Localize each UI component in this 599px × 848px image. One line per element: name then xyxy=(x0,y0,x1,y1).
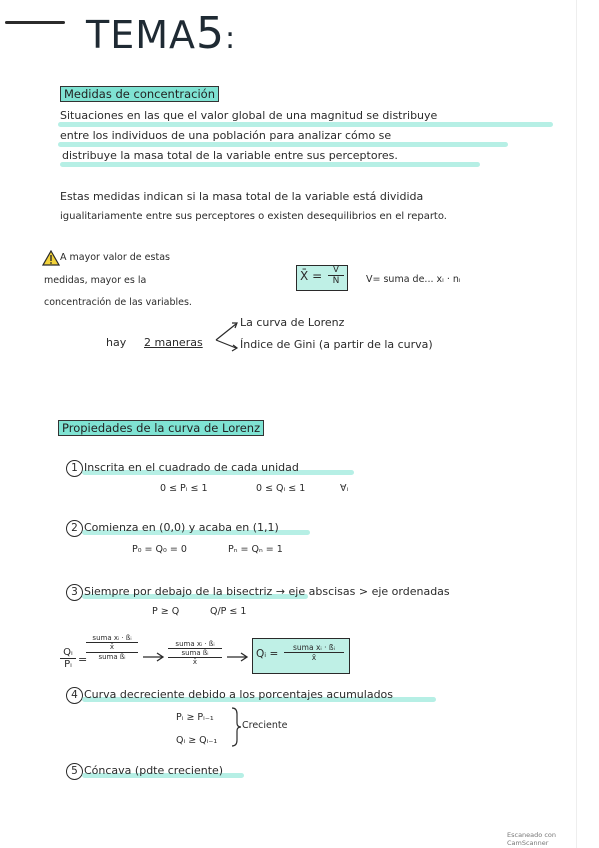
arrow-icon xyxy=(142,652,166,662)
way-1: La curva de Lorenz xyxy=(240,316,345,329)
section1-para2-line-2: igualitariamente entre sus perceptores o existen desequilibrios en el reparto. xyxy=(60,211,447,222)
item-2-number: 2 xyxy=(66,520,83,537)
item-3-sub-1: P ≥ Q xyxy=(152,606,180,617)
brace-icon xyxy=(230,706,242,748)
title-number: 5 xyxy=(196,8,226,59)
warning-line-1: A mayor valor de estas xyxy=(60,252,170,263)
highlight-line xyxy=(58,142,508,147)
page-title xyxy=(86,8,236,59)
item-4-sub-2: Qᵢ ≥ Qᵢ₋₁ xyxy=(176,735,218,746)
section1-heading: Medidas de concentración xyxy=(60,86,219,102)
section1-line-2: entre los individuos de una población para analizar cómo se xyxy=(60,129,392,142)
item-1-text: Inscrita en el cuadrado de cada unidad xyxy=(84,461,299,474)
scanner-footer: Escaneado con CamScanner xyxy=(507,831,556,847)
result-fraction: suma xᵢ · ßᵢ x̄ xyxy=(284,643,344,662)
section2-heading: Propiedades de la curva de Lorenz xyxy=(58,420,264,436)
item-1-sub-1: 0 ≤ Pᵢ ≤ 1 xyxy=(160,483,208,494)
warning-line-3: concentración de las variables. xyxy=(44,297,192,308)
item-2-sub-2: Pₙ = Qₙ = 1 xyxy=(228,544,283,555)
way-2: Índice de Gini (a partir de la curva) xyxy=(240,338,433,351)
item-4-sub-1: Pᵢ ≥ Pᵢ₋₁ xyxy=(176,712,214,723)
warning-line-2: medidas, mayor es la xyxy=(44,275,147,286)
item-5-number: 5 xyxy=(66,763,83,780)
title-dash xyxy=(5,21,65,24)
item-4-number: 4 xyxy=(66,687,83,704)
item-1-number: 1 xyxy=(66,460,83,477)
paper-edge xyxy=(576,0,577,848)
item-3-number: 3 xyxy=(66,584,83,601)
item-1-sub-2: 0 ≤ Qᵢ ≤ 1 xyxy=(256,483,306,494)
highlight-line xyxy=(58,122,553,127)
ways-count: 2 maneras xyxy=(144,336,203,349)
highlight-line xyxy=(60,162,480,167)
deriv-step-a: suma xᵢ · ßᵢ x̄ suma ßᵢ xyxy=(86,634,138,661)
item-2-text: Comienza en (0,0) y acaba en (1,1) xyxy=(84,521,279,534)
item-5-text: Cóncava (pdte creciente) xyxy=(84,764,224,777)
result-lhs: Qᵢ = xyxy=(256,648,279,660)
deriv-step-b: suma xᵢ · ßᵢ suma ßᵢ x̄ xyxy=(168,640,222,666)
mean-fraction: $\frac{V}{N}$ xyxy=(328,265,344,286)
title-text: TEMA xyxy=(86,13,197,57)
mean-lhs: X̄ = xyxy=(300,269,323,283)
item-3-sub-2: Q/P ≤ 1 xyxy=(210,606,247,617)
item-4-sub-3: Creciente xyxy=(242,720,288,731)
title-colon: : xyxy=(225,21,237,56)
section1-line-1: Situaciones en las que el valor global de una magnitud se distribuye xyxy=(60,109,438,122)
ways-intro: hay xyxy=(106,336,127,349)
item-1-sub-3: ∀ᵢ xyxy=(340,483,349,494)
section1-line-3: distribuye la masa total de la variable entre sus perceptores. xyxy=(62,149,398,162)
section1-para2-line-1: Estas medidas indican si la masa total de la variable está dividida xyxy=(60,190,424,203)
item-3-text: Siempre por debajo de la bisectriz → eje abscisas > eje ordenadas xyxy=(84,585,450,598)
warning-icon xyxy=(42,250,60,266)
branch-arrows xyxy=(214,320,240,356)
arrow-icon xyxy=(226,652,250,662)
item-4-text: Curva decreciente debido a los porcentajes acumulados xyxy=(84,688,394,701)
item-2-sub-1: P₀ = Q₀ = 0 xyxy=(132,544,187,555)
deriv-lhs: $\frac{\text{Qᵢ}}{\text{Pᵢ}}$ xyxy=(60,647,76,670)
mean-note: V= suma de... xᵢ · nᵢ xyxy=(366,274,461,285)
deriv-eq: = xyxy=(78,653,88,666)
